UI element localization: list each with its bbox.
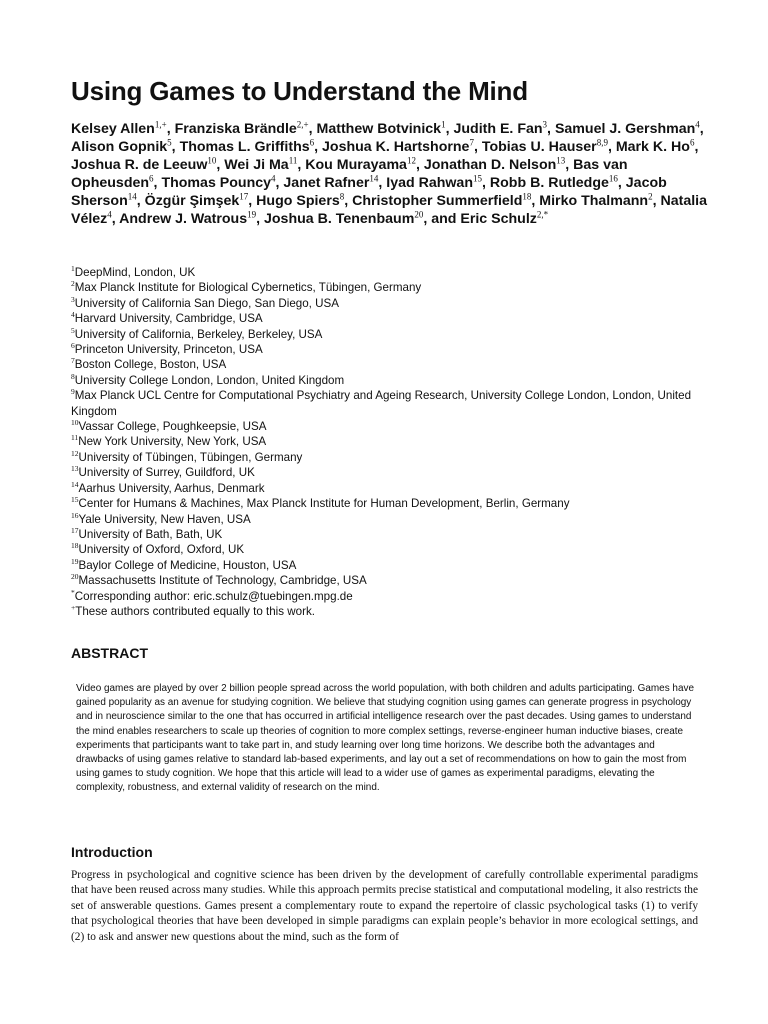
- author-name: Özgür Şimşek: [144, 193, 240, 209]
- affiliation-text: These authors contributed equally to this work.: [75, 604, 315, 618]
- affiliation-text: University of Surrey, Guildford, UK: [78, 466, 255, 480]
- affiliation-mark: *: [71, 587, 75, 597]
- author-name: Alison Gopnik: [71, 139, 168, 155]
- author-name: Jonathan D. Nelson: [423, 157, 557, 173]
- affiliation-item: [71, 496, 707, 511]
- author-name: Franziska Brändle: [174, 121, 297, 137]
- affiliation-text: Max Planck UCL Centre for Computational Psychiatry and Ageing Research, University College London, London, United Kingdom: [71, 389, 692, 418]
- author-affiliation-mark: 1: [441, 119, 446, 130]
- author-affiliation-mark: 6: [689, 137, 695, 148]
- author-name: Bas van Opheusden: [71, 157, 628, 191]
- affiliation-mark: 12: [71, 449, 79, 459]
- author-name: Kou Murayama: [305, 157, 407, 173]
- affiliation-text: University of Tübingen, Tübingen, Germany: [78, 450, 303, 464]
- author-name: Natalia Vélez: [71, 193, 708, 227]
- author-name: Iyad Rahwan: [386, 175, 473, 191]
- author-name: Hugo Spiers: [256, 193, 340, 209]
- author-list: Kelsey Allen$^{1,+}$, Franziska Brändle$^{2,+}$, Matthew Botvinick$^1$, Judith E. Fan$^3$, Samuel J. Gershman$^4$, Alison Gopnik$^5$, Thomas L. Griffiths$^6$, Joshua K. Hartshorne$^7$, Tobias U. Hauser$^{8,9}$, Mark K. Ho$^6$, Joshua R. de Leeuw$^{10}$, Wei Ji Ma$^{11}$, Kou Murayama$^{12}$, Jonathan D. Nelson$^{13}$, Bas van Opheusden$^6$, Thomas Pouncy$^4$, Janet Rafner$^{14}$, Iyad Rahwan$^{15}$, Robb B. Rutledge$^{16}$, Jacob Sherson$^{14}$, Özgür Şimşek$^{17}$, Hugo Spiers$^8$, Christopher Summerfield$^{18}$, Mirko Thalmann$^2$, Natalia Vélez$^4$, Andrew J. Watrous$^{19}$, Joshua B. Tenenbaum$^{20}$, and Eric Schulz$^{2,*}$: [71, 119, 708, 227]
- author-affiliation-mark: 13: [556, 155, 566, 166]
- introduction-heading: Introduction: [71, 844, 153, 860]
- affiliation-item: [71, 527, 707, 542]
- affiliation-mark: 13: [71, 464, 79, 474]
- author-affiliation-mark: 6: [149, 173, 154, 184]
- affiliation-mark: 5: [71, 325, 75, 335]
- affiliation-item: [71, 512, 707, 527]
- affiliation-mark: +: [71, 603, 76, 613]
- author-name: Jacob Sherson: [71, 175, 667, 209]
- affiliation-mark: 3: [71, 294, 75, 304]
- affiliation-text: New York University, New York, USA: [78, 435, 267, 449]
- affiliation-text: Vassar College, Poughkeepsie, USA: [78, 420, 267, 434]
- affiliation-text: University College London, London, United Kingdom: [74, 373, 345, 387]
- affiliation-item: [71, 327, 707, 342]
- affiliation-item: [71, 481, 707, 496]
- author-affiliation-mark: 2: [648, 191, 653, 202]
- author-name: Mirko Thalmann: [539, 193, 649, 209]
- affiliation-mark: 19: [71, 556, 79, 566]
- author-affiliation-mark: 14: [369, 173, 379, 184]
- author-affiliation-mark: 8,9: [596, 137, 608, 148]
- affiliation-item: [71, 558, 707, 573]
- affiliation-text: Harvard University, Cambridge, USA: [74, 312, 263, 326]
- affiliation-mark: 15: [71, 495, 79, 505]
- author-name: Wei Ji Ma: [224, 157, 289, 173]
- affiliation-text: Baylor College of Medicine, Houston, USA: [78, 558, 297, 572]
- author-affiliation-mark: 17: [239, 191, 249, 202]
- affiliation-text: Corresponding author: eric.schulz@tuebingen.mpg.de: [74, 589, 353, 603]
- affiliation-item: [71, 280, 707, 295]
- affiliation-item: [71, 434, 707, 449]
- affiliation-mark: 18: [71, 541, 79, 551]
- affiliation-mark: 14: [71, 479, 79, 489]
- introduction-text: Progress in psychological and cognitive science has been driven by the development of carefully controllable experimental paradigms that have been reused across many studies. While this approach permits precise statistical and computational modeling, it also restricts the set of answerable questions. Games present a complementary route to expand the repertoire of classic psychological tasks (1) to verify that psychological theories that have been developed in simple paradigms can explain people’s behavior in more ecological settings, and (2) to ask and answer new questions about the mind, such as the form of: [71, 869, 698, 943]
- author-name: Thomas L. Griffiths: [179, 139, 310, 155]
- affiliation-item: [71, 450, 707, 465]
- author-affiliation-mark: 15: [473, 173, 482, 184]
- affiliation-item: [71, 419, 707, 434]
- affiliation-text: Center for Humans & Machines, Max Planck Institute for Human Development, Berlin, Germany: [78, 497, 570, 511]
- affiliation-mark: 11: [71, 433, 79, 443]
- affiliation-text: Boston College, Boston, USA: [74, 358, 227, 372]
- affiliation-item: [71, 573, 707, 588]
- affiliation-text: University of California, Berkeley, Berkeley, USA: [74, 327, 323, 341]
- author-name: Robb B. Rutledge: [489, 175, 609, 191]
- affiliation-text: Massachusetts Institute of Technology, Cambridge, USA: [78, 574, 367, 588]
- author-affiliation-mark: 2,*: [536, 209, 549, 220]
- author-name: Eric Schulz: [460, 211, 537, 227]
- author-affiliation-mark: 4: [271, 173, 276, 184]
- affiliation-mark: 16: [71, 510, 79, 520]
- author-name: Janet Rafner: [283, 175, 370, 191]
- affiliation-text: Princeton University, Princeton, USA: [74, 343, 263, 357]
- affiliation-item: [71, 465, 707, 480]
- author-affiliation-mark: 10: [207, 155, 217, 166]
- author-name: Andrew J. Watrous: [119, 211, 248, 227]
- author-name: Mark K. Ho: [615, 139, 690, 155]
- abstract-text: Video games are played by over 2 billion people spread across the world population, with both children and adults participating. Games have gained popularity as an avenue for studying cognition. We believe that studying cognition using games can generate progress in psychology and in neuroscience similar to the one that has occurred in artificial intelligence research over the past decades. Using games to understand the mind enables researchers to scale up theories of cognition to more complex settings, reverse-engineer human inductive biases, create experiments that participants want to take part in, and study learning over long time horizons. We describe both the advantages and drawbacks of using games relative to standard lab-based experiments, and lay out a set of recommendations on how to gain the most from using games to study cognition. We hope that this article will lead to a wider use of games as experimental paradigms, elevating the complexity, robustness, and external validity of research on the mind.: [76, 683, 694, 794]
- author-name: Joshua K. Hartshorne: [322, 139, 470, 155]
- affiliation-item: [71, 542, 707, 557]
- affiliation-mark: 6: [71, 341, 75, 351]
- author-affiliation-mark: 5: [167, 137, 172, 148]
- author-affiliation-mark: 3: [542, 119, 548, 130]
- author-name: Joshua B. Tenenbaum: [264, 211, 415, 227]
- author-affiliation-mark: 8: [339, 191, 345, 202]
- author-affiliation-mark: 19: [247, 209, 257, 220]
- author-affiliation-mark: 11: [288, 155, 298, 166]
- affiliation-item: [71, 311, 707, 326]
- affiliation-mark: 9: [71, 387, 75, 397]
- affiliation-text: University of Bath, Bath, UK: [78, 527, 223, 541]
- author-affiliation-mark: 20: [414, 209, 424, 220]
- author-affiliation-mark: 4: [695, 119, 700, 130]
- affiliation-mark: 17: [71, 526, 79, 536]
- affiliation-mark: 20: [71, 572, 79, 582]
- author-name: Christopher Summerfield: [352, 193, 523, 209]
- author-affiliation-mark: 7: [469, 137, 474, 148]
- affiliation-item: [71, 604, 707, 619]
- affiliation-list: [71, 265, 707, 619]
- affiliation-text: University of Oxford, Oxford, UK: [78, 543, 245, 557]
- affiliation-item: [71, 357, 707, 372]
- affiliation-item: [71, 388, 707, 419]
- author-affiliation-mark: 6: [309, 137, 315, 148]
- affiliation-item: [71, 589, 707, 604]
- author-name: Judith E. Fan: [453, 121, 543, 137]
- author-affiliation-mark: 4: [107, 209, 112, 220]
- paper-title: Using Games to Understand the Mind: [71, 76, 528, 106]
- affiliation-mark: 7: [71, 356, 75, 366]
- author-name: Thomas Pouncy: [161, 175, 272, 191]
- affiliation-text: Aarhus University, Aarhus, Denmark: [78, 481, 265, 495]
- affiliation-mark: 4: [71, 310, 75, 320]
- author-name: Kelsey Allen: [71, 121, 155, 137]
- author-affiliation-mark: 12: [406, 155, 416, 166]
- author-name: Joshua R. de Leeuw: [71, 157, 208, 173]
- author-affiliation-mark: 2,+: [296, 119, 309, 130]
- affiliation-text: Max Planck Institute for Biological Cybernetics, Tübingen, Germany: [74, 281, 422, 295]
- author-name: Matthew Botvinick: [316, 121, 442, 137]
- author-affiliation-mark: 16: [608, 173, 618, 184]
- abstract-heading: ABSTRACT: [71, 645, 148, 661]
- author-affiliation-mark: 1,+: [154, 119, 167, 130]
- author-name: Samuel J. Gershman: [554, 121, 696, 137]
- affiliation-mark: 8: [71, 371, 75, 381]
- author-affiliation-mark: 14: [127, 191, 137, 202]
- affiliation-text: Yale University, New Haven, USA: [78, 512, 251, 526]
- affiliation-text: University of California San Diego, San Diego, USA: [74, 296, 339, 310]
- affiliation-item: [71, 342, 707, 357]
- affiliation-text: DeepMind, London, UK: [74, 266, 196, 279]
- affiliation-mark: 2: [71, 279, 75, 289]
- affiliation-item: [71, 265, 707, 280]
- affiliation-item: [71, 373, 707, 388]
- author-affiliation-mark: 18: [522, 191, 532, 202]
- affiliation-mark: 10: [71, 418, 79, 428]
- affiliation-mark: 1: [71, 264, 75, 274]
- author-name: Tobias U. Hauser: [481, 139, 597, 155]
- affiliation-item: [71, 296, 707, 311]
